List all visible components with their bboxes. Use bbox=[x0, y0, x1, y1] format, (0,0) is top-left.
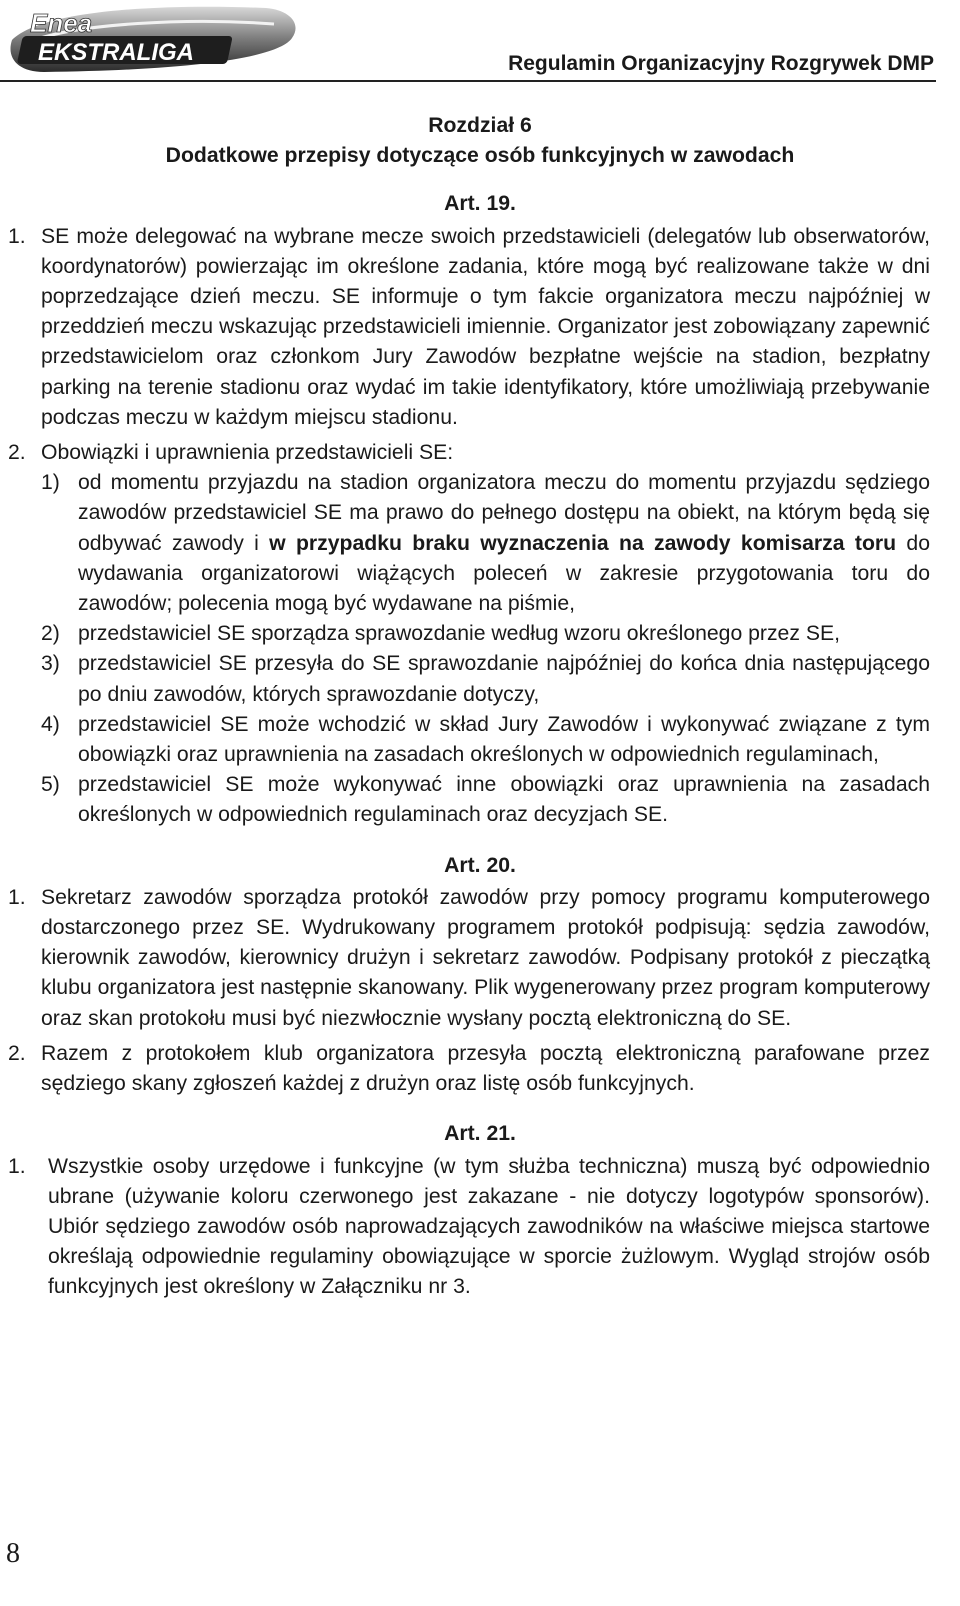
page-header bbox=[0, 0, 960, 84]
list-item-text-part: od momentu przyjazdu na stadion organizatora meczu do momentu przyjazdu sędziego zawodów przedstawiciel SE ma prawo do pełnego dostępu na obiekt, na którym będą się odbywać zawody i bbox=[78, 471, 930, 555]
list-item-number: 1) bbox=[41, 471, 60, 495]
paragraph-number: 2. bbox=[8, 1041, 26, 1065]
header-divider bbox=[0, 80, 936, 82]
list-item-text: przedstawiciel SE może wykonywać inne obowiązki oraz uprawnienia na zasadach określonych w odpowiednich regulaminach oraz decyzjach SE. bbox=[78, 773, 930, 827]
logo-text-ekstraliga: EKSTRALIGA bbox=[38, 39, 194, 66]
paragraph-text: SE może delegować na wybrane mecze swoich przedstawicieli (delegatów lub obserwatorów, koordynatorów) powierzając im określone zadania, które mogą być realizowane także w dni poprzedzające dzień meczu. SE informuje o tym fakcie organizatora meczu najpóźniej w przeddzień meczu wskazując przedstawicieli imiennie. Organizator jest zobowiązany zapewnić przedstawicielom oraz członkom Jury Zawodów bezpłatne wejście na stadion, bezpłatny parking na terenie stadionu oraz wydać im takie identyfikatory, które umożliwiają przebywanie podczas meczu w każdym miejscu stadionu. bbox=[41, 224, 930, 429]
paragraph-number: 1. bbox=[8, 885, 26, 909]
article-19-heading: Art. 19. bbox=[444, 192, 516, 216]
article-19-paragraph-2 bbox=[8, 438, 930, 831]
list-item bbox=[41, 619, 930, 649]
page-number: 8 bbox=[6, 1538, 20, 1569]
list-item bbox=[41, 710, 930, 770]
enea-ekstraliga-logo bbox=[4, 2, 304, 76]
chapter-number: Rozdział 6 bbox=[428, 114, 532, 137]
list-item bbox=[41, 468, 930, 619]
paragraph-text: Razem z protokołem klub organizatora przesyła pocztą elektroniczną parafowane przez sędziego skany zgłoszeń każdej z drużyn oraz listę osób funkcyjnych. bbox=[41, 1041, 930, 1096]
list-item-text-part: do wydawania organizatorowi wiążących poleceń w zakresie przygotowania toru do zawodów; polecenia mogą być wydawane na piśmie, bbox=[78, 531, 930, 616]
list-item-number: 5) bbox=[41, 773, 60, 797]
article-21-paragraph-1 bbox=[8, 1152, 930, 1303]
list-item bbox=[41, 770, 930, 830]
list-item bbox=[41, 649, 930, 709]
list-item-bold-text: w przypadku braku wyznaczenia na zawody komisarza toru bbox=[269, 531, 897, 555]
list-item-number: 3) bbox=[41, 652, 60, 676]
paragraph-body bbox=[41, 438, 930, 831]
document-title: Regulamin Organizacyjny Rozgrywek DMP bbox=[508, 52, 934, 75]
article-19-paragraph-1 bbox=[8, 222, 930, 433]
paragraph-number: 1. bbox=[8, 224, 26, 248]
list-item-text bbox=[78, 468, 930, 619]
list-item-text: przedstawiciel SE sporządza sprawozdanie według wzoru określonego przez SE, bbox=[78, 622, 840, 646]
list-item-number: 4) bbox=[41, 712, 60, 736]
article-20-paragraph-2 bbox=[8, 1039, 930, 1099]
paragraph-text: Obowiązki i uprawnienia przedstawicieli SE: bbox=[41, 441, 454, 465]
chapter-title: Dodatkowe przepisy dotyczące osób funkcyjnych w zawodach bbox=[165, 144, 795, 168]
list-item-number: 2) bbox=[41, 622, 60, 646]
logo-text-enea: Enea bbox=[30, 8, 93, 38]
article-20-paragraph-1 bbox=[8, 883, 930, 1034]
paragraph-number: 1. bbox=[8, 1154, 26, 1178]
duties-list bbox=[41, 468, 930, 830]
list-item-text: przedstawiciel SE może wchodzić w skład Jury Zawodów i wykonywać związane z tym obowiązki oraz uprawnienia na zasadach określonych w odpowiednich regulaminach, bbox=[78, 712, 930, 767]
list-item-text: przedstawiciel SE przesyła do SE sprawozdanie najpóźniej do końca dnia następującego po dniu zawodów, których sprawozdanie dotyczy, bbox=[78, 652, 930, 706]
article-20-heading: Art. 20. bbox=[444, 853, 516, 877]
article-21-heading: Art. 21. bbox=[444, 1122, 516, 1146]
paragraph-text: Wszystkie osoby urzędowe i funkcyjne (w tym służba techniczna) muszą być odpowiednio ubrane (używanie koloru czerwonego jest zakazane - nie dotyczy logotypów sponsorów). Ubiór sędziego zawodów osób naprowadzających zawodników na właściwe miejsca startowe określają odpowiednie regulaminy obowiązujące w sporcie żużlowym. Wygląd strojów osób funkcyjnych jest określony w Załączniku nr 3. bbox=[48, 1154, 930, 1299]
page-body bbox=[0, 108, 960, 1303]
paragraph-text: Sekretarz zawodów sporządza protokół zawodów przy pomocy programu komputerowego dostarczonego przez SE. Wydrukowany programem protokół podpisują: sędzia zawodów, kierownik zawodów, kierownicy drużyn i sekretarz zawodów. Podpisany protokół z pieczątką klubu organizatora jest następnie skanowany. Plik wygenerowany przez program komputerowy oraz skan protokołu musi być niezwłocznie wysłany pocztą elektroniczną do SE. bbox=[41, 885, 930, 1030]
paragraph-number: 2. bbox=[8, 441, 26, 465]
